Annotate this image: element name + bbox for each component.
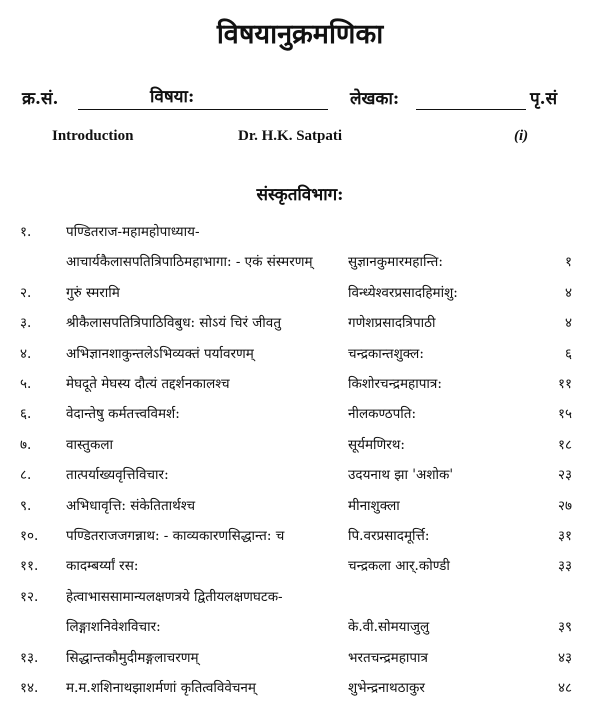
intro-page: (i) bbox=[514, 128, 529, 144]
toc-number: ५. bbox=[20, 376, 32, 392]
toc-page: ४३ bbox=[557, 650, 572, 666]
toc-page: १८ bbox=[557, 437, 572, 453]
toc-title: वास्तुकला bbox=[66, 437, 113, 453]
toc-row bbox=[0, 313, 600, 343]
toc-author: गणेशप्रसादत्रिपाठी bbox=[348, 315, 436, 331]
toc-author: सूर्यमणिरथ: bbox=[348, 437, 405, 453]
toc-author: विन्ध्येश्वरप्रसादहिमांशु: bbox=[348, 285, 458, 301]
toc-number: १. bbox=[20, 224, 32, 240]
toc-author: पि.वरप्रसादमूर्त्ति: bbox=[348, 528, 430, 544]
toc-title: मेघदूते मेघस्य दौत्यं तद्दर्शनकालश्च bbox=[66, 376, 230, 392]
toc-row bbox=[0, 678, 600, 708]
toc-number: ६. bbox=[20, 406, 32, 422]
toc-author: उदयनाथ झा 'अशोक' bbox=[348, 467, 454, 483]
header-rule-1 bbox=[78, 109, 328, 110]
page-title: विषयानुक्रमणिका bbox=[216, 19, 384, 50]
header-rule-2 bbox=[416, 109, 526, 110]
toc-row bbox=[0, 648, 600, 678]
toc-title: म.म.शशिनाथझाशर्मणां कृतित्वविवेचनम् bbox=[66, 680, 256, 696]
toc-author: मीनाशुक्ला bbox=[348, 498, 400, 514]
toc-number: २. bbox=[20, 285, 32, 301]
toc-author: चन्द्रकान्तशुक्ल: bbox=[348, 346, 424, 362]
toc-page: ४८ bbox=[557, 680, 572, 696]
toc-page: १५ bbox=[557, 406, 572, 422]
toc-number: १२. bbox=[20, 589, 39, 605]
toc-row bbox=[0, 617, 600, 647]
toc-row bbox=[0, 465, 600, 495]
toc-number: १३. bbox=[20, 650, 39, 666]
toc-number: १४. bbox=[20, 680, 39, 696]
toc-author: सुज्ञानकुमारमहान्ति: bbox=[348, 254, 443, 270]
header-subject: विषया: bbox=[150, 87, 195, 107]
toc-number: ९. bbox=[20, 498, 32, 514]
toc-title: पण्डितराज-महामहोपाध्याय- bbox=[66, 224, 200, 240]
toc-author: शुभेन्द्रनाथठाकुर bbox=[348, 680, 425, 696]
toc-title: आचार्यकैलासपतित्रिपाठिमहाभागा: - एकं संस्मरणम् bbox=[66, 254, 313, 270]
toc-title: अभिज्ञानशाकुन्तलेऽभिव्यक्तं पर्यावरणम् bbox=[66, 346, 254, 362]
section-title: संस्कृतविभाग: bbox=[256, 185, 344, 205]
toc-title: पण्डितराजजगन्नाथ: - काव्यकारणसिद्धान्त: च bbox=[66, 528, 285, 544]
toc-title: लिङ्गाशनिवेशविचार: bbox=[66, 619, 161, 635]
toc-page: ३१ bbox=[557, 528, 572, 544]
toc-row bbox=[0, 435, 600, 465]
toc-number: ३. bbox=[20, 315, 32, 331]
toc-page: ४ bbox=[564, 285, 572, 301]
toc-author: के.वी.सोमयाजुलु bbox=[348, 619, 430, 635]
toc-row bbox=[0, 344, 600, 374]
toc-row bbox=[0, 252, 600, 282]
toc-title: कादम्बर्य्यां रस: bbox=[66, 558, 139, 574]
toc-page: ४ bbox=[564, 315, 572, 331]
toc-row bbox=[0, 404, 600, 434]
toc-title: हेत्वाभाससामान्यलक्षणत्रये द्वितीयलक्षणघटक- bbox=[66, 589, 283, 605]
toc-row bbox=[0, 283, 600, 313]
toc-row bbox=[0, 496, 600, 526]
toc-row bbox=[0, 556, 600, 586]
toc-title: वेदान्तेषु कर्मतत्त्वविमर्श: bbox=[66, 406, 180, 422]
toc-author: चन्द्रकला आर्.कोण्डी bbox=[348, 558, 450, 574]
toc-number: १०. bbox=[20, 528, 39, 544]
toc-author: नीलकण्ठपति: bbox=[348, 406, 417, 422]
toc-title: गुरुं स्मरामि bbox=[66, 285, 120, 301]
toc-author: किशोरचन्द्रमहापात्र: bbox=[348, 376, 442, 392]
toc-author: भरतचन्द्रमहापात्र bbox=[348, 650, 428, 666]
toc-page: ३९ bbox=[557, 619, 572, 635]
header-author: लेखका: bbox=[350, 89, 400, 109]
toc-number: ८. bbox=[20, 467, 32, 483]
toc-page: ११ bbox=[557, 376, 572, 392]
toc-row bbox=[0, 374, 600, 404]
toc-row bbox=[0, 222, 600, 252]
header-serial: क्र.सं. bbox=[22, 89, 59, 109]
toc-page: ६ bbox=[564, 346, 572, 362]
toc-number: ७. bbox=[20, 437, 32, 453]
toc-number: ११. bbox=[20, 558, 39, 574]
toc-title: अभिधावृत्ति: संकेतितार्थश्च bbox=[66, 498, 196, 514]
toc-row bbox=[0, 526, 600, 556]
header-page: पृ.सं bbox=[530, 89, 558, 109]
toc-title: श्रीकैलासपतित्रिपाठिविबुध: सोऽयं चिरं जीवतु bbox=[66, 315, 282, 331]
toc-number: ४. bbox=[20, 346, 32, 362]
toc-row bbox=[0, 587, 600, 617]
toc-title: तात्पर्याख्यवृत्तिविचार: bbox=[66, 467, 169, 483]
toc-page: ३३ bbox=[557, 558, 572, 574]
intro-author: Dr. H.K. Satpati bbox=[238, 128, 343, 144]
toc-page: २७ bbox=[557, 498, 572, 514]
toc-page: १ bbox=[564, 254, 572, 270]
toc-title: सिद्धान्तकौमुदीमङ्गलाचरणम् bbox=[66, 650, 199, 666]
toc-page: २३ bbox=[557, 467, 572, 483]
intro-title: Introduction bbox=[52, 128, 134, 144]
